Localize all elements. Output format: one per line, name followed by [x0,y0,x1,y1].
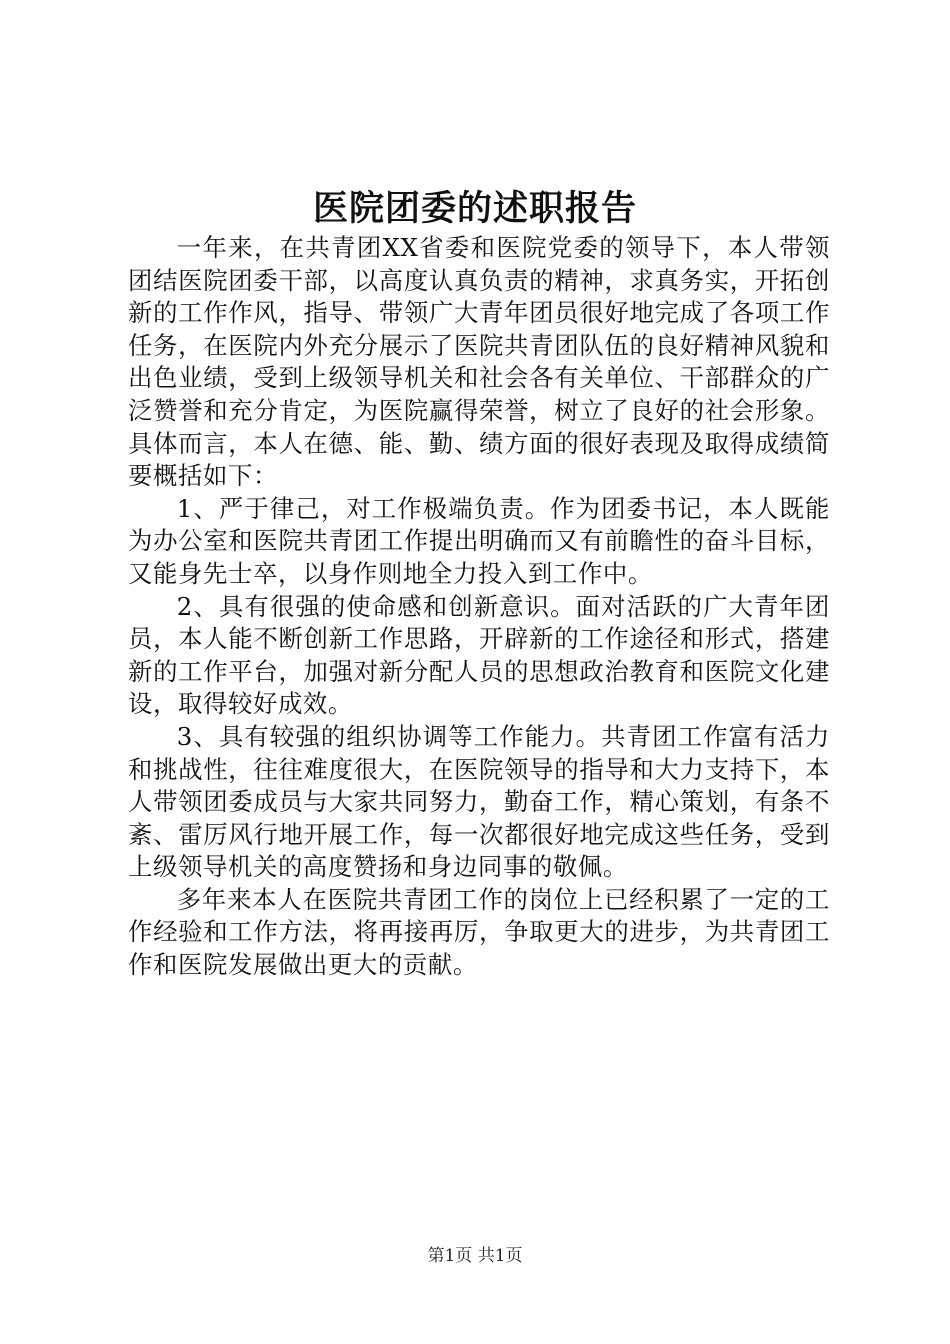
document-title: 医院团委的述职报告 [312,188,637,229]
paragraph-point-3: 3、具有较强的组织协调等工作能力。共青团工作富有活力和挑战性，往往难度很大，在医院领导的指导和大力支持下，本人带领团委成员与大家共同努力，勤奋工作，精心策划，有条不紊、雷厉风行地开展工作，每一次都很好地完成这些任务，受到上级领导机关的高度赞扬和身边同事的敬佩。 [128,721,830,882]
paragraph-point-1: 1、严于律己，对工作极端负责。作为团委书记，本人既能为办公室和医院共青团工作提出明确而又有前瞻性的奋斗目标，又能身先士卒，以身作则地全力投入到工作中。 [128,493,830,588]
page-number-footer: 第1页 共1页 [427,1246,523,1266]
paragraph-conclusion: 多年来本人在医院共青团工作的岗位上已经积累了一定的工作经验和工作方法，将再接再厉，争取更大的进步，为共青团工作和医院发展做出更大的贡献。 [128,884,830,980]
document-body [128,232,830,982]
paragraph-point-2: 2、具有很强的使命感和创新意识。面对活跃的广大青年团员，本人能不断创新工作思路，开辟新的工作途径和形式，搭建新的工作平台，加强对新分配人员的思想政治教育和医院文化建设，取得较好成效。 [128,591,830,719]
paragraph-intro: 一年来，在共青团XX省委和医院党委的领导下，本人带领团结医院团委干部，以高度认真负责的精神，求真务实，开拓创新的工作作风，指导、带领广大青年团员很好地完成了各项工作任务，在医院内外充分展示了医院共青团队伍的良好精神风貌和出色业绩，受到上级领导机关和社会各有关单位、干部群众的广泛赞誉和充分肯定，为医院赢得荣誉，树立了良好的社会形象。具体而言，本人在德、能、勤、绩方面的很好表现及取得成绩简要概括如下： [128,233,830,491]
